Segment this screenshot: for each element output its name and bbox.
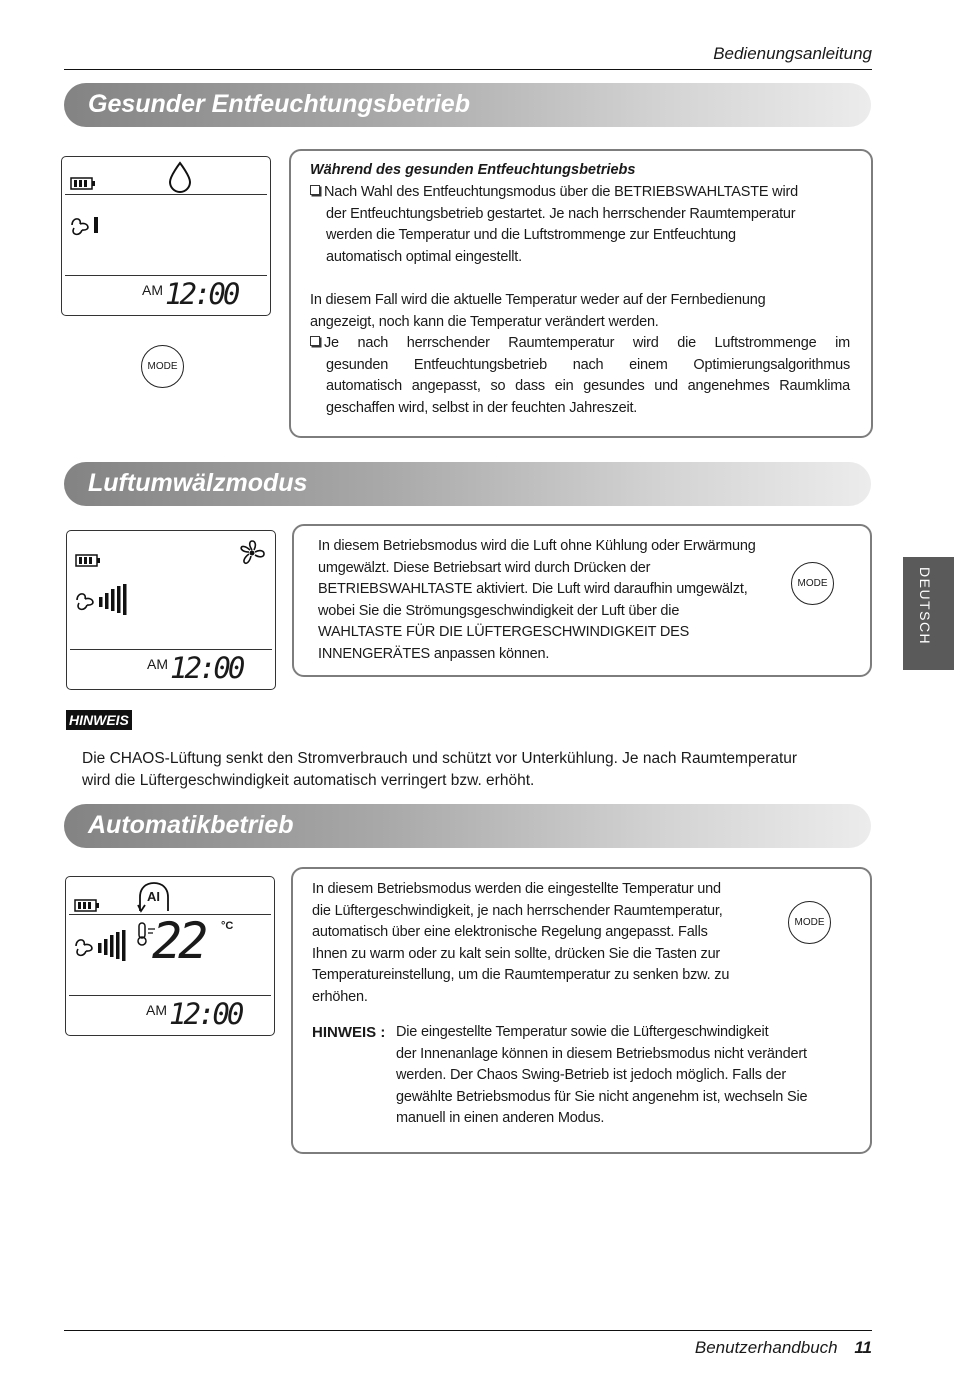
- text-line: automatisch angepasst, so dass ein gesundes und angenehmes Raumklima: [326, 378, 850, 395]
- am-label: AM: [147, 656, 168, 672]
- battery-icon: [75, 554, 101, 568]
- text-line: die Lüftergeschwindigkeit, je nach herrschender Raumtemperatur,: [312, 902, 723, 919]
- text-line: automatisch optimal eingestellt.: [326, 248, 522, 265]
- section-banner-circulation: [64, 462, 871, 506]
- checkbox-bullet-icon: [310, 185, 320, 195]
- text-line: wobei Sie die Strömungsgeschwindigkeit der Luft über die: [318, 602, 680, 619]
- clock-display: 12:00: [165, 277, 238, 311]
- temperature-display: 22: [152, 912, 205, 970]
- text-line: werden. Der Chaos Swing-Betrieb ist jedoch möglich. Falls der: [396, 1067, 786, 1084]
- text-line: wird die Lüftergeschwindigkeit automatisch verringert bzw. erhöht.: [82, 771, 535, 789]
- box-heading: Während des gesunden Entfeuchtungsbetriebs: [310, 162, 636, 178]
- mode-button[interactable]: MODE: [788, 901, 831, 944]
- bullet-2: [310, 333, 850, 419]
- text-line: Ihnen zu warm oder zu kalt sein sollte, drücken Sie die Tasten zur: [312, 945, 721, 962]
- text-line: automatisch über eine elektronische Regelung angepasst. Falls: [312, 924, 708, 941]
- lcd-divider: [65, 275, 267, 276]
- fan-mode-icon: [234, 536, 270, 570]
- am-label: AM: [146, 1002, 167, 1018]
- text-line: Nach Wahl des Entfeuchtungsmodus über die BETRIEBSWAHLTASTE wird: [324, 184, 798, 200]
- clock-display: 12:00: [170, 651, 243, 685]
- clock-display: 12:00: [169, 997, 242, 1031]
- text-line: Die eingestellte Temperatur sowie die Lüftergeschwindigkeit: [396, 1024, 769, 1040]
- hinweis-badge: HINWEIS: [66, 710, 132, 730]
- text-line: angezeigt, noch kann die Temperatur verändert werden.: [310, 313, 659, 330]
- page-number: 11: [854, 1338, 872, 1357]
- section-banner-auto: [64, 804, 871, 848]
- lcd-divider: [70, 649, 272, 650]
- text-line: Temperatureinstellung, um die Raumtemperatur zu senken bzw. zu: [312, 967, 730, 984]
- hinweis-label: HINWEIS :: [312, 1024, 386, 1041]
- mode-button[interactable]: MODE: [791, 562, 834, 605]
- lcd-divider: [69, 995, 271, 996]
- text-line: In diesem Fall wird die aktuelle Temperatur weder auf der Fernbedienung: [310, 292, 766, 308]
- footer: [0, 1338, 872, 1358]
- battery-icon: [74, 899, 100, 913]
- fan-speed-icon: [73, 583, 131, 617]
- fan-speed-icon: [68, 213, 102, 237]
- battery-icon: [70, 177, 96, 191]
- text-line: Die CHAOS-Lüftung senkt den Stromverbrauch und schützt vor Unterkühlung. Je nach Raumtemperatur: [82, 750, 798, 767]
- auto-text: [312, 879, 772, 1009]
- header-title: Bedienungsanleitung: [713, 44, 872, 63]
- hinweis-text: [396, 1022, 866, 1130]
- text-line: geschaffen wird, selbst in der feuchten Jahreszeit.: [326, 399, 638, 416]
- dehumid-info-box: [289, 149, 873, 438]
- bullet-1: [310, 182, 855, 268]
- auto-info-box: [291, 867, 872, 1154]
- mode-button[interactable]: MODE: [141, 345, 184, 388]
- temperature-unit: °C: [221, 920, 234, 932]
- text-line: der Innenanlage können in diesem Betriebsmodus nicht verändert: [396, 1045, 807, 1062]
- checkbox-bullet-icon: [310, 336, 320, 346]
- remote-display-auto: [65, 876, 275, 1036]
- header-rule: [64, 69, 872, 70]
- chaos-note: [82, 748, 882, 791]
- lcd-divider: [65, 194, 267, 195]
- text-line: gewählte Betriebsmodus für Sie nicht angenehm ist, wechseln Sie: [396, 1088, 808, 1105]
- remote-display-dehumid: [61, 156, 271, 316]
- language-tab: [903, 557, 954, 670]
- footer-title: Benutzerhandbuch: [694, 1338, 838, 1357]
- section-title: Automatikbetrieb: [88, 811, 294, 839]
- text-line: INNENGERÄTES anpassen können.: [318, 645, 550, 662]
- text-line: werden die Temperatur und die Luftstrommenge zur Entfeuchtung: [326, 227, 736, 244]
- text-line: umgewälzt. Diese Betriebsart wird durch Drücken der: [318, 559, 651, 576]
- section-title: Gesunder Entfeuchtungsbetrieb: [88, 90, 470, 118]
- info-paragraph: [310, 290, 855, 333]
- text-line: gesunden Entfeuchtungsbetrieb nach einem Optimierungsalgorithmus: [326, 356, 850, 373]
- text-line: Je nach herrschender Raumtemperatur wird die Luftstrommenge im: [324, 335, 850, 351]
- text-line: BETRIEBSWAHLTASTE aktiviert. Die Luft wird daraufhin umgewälzt,: [318, 581, 748, 598]
- text-line: manuell in einen anderen Modus.: [396, 1110, 605, 1127]
- am-label: AM: [142, 282, 163, 298]
- text-line: WAHLTASTE FÜR DIE LÜFTERGESCHWINDIGKEIT DES: [318, 624, 690, 641]
- text-line: erhöhen.: [312, 988, 368, 1005]
- text-line: In diesem Betriebsmodus werden die eingestellte Temperatur und: [312, 881, 721, 897]
- text-line: In diesem Betriebsmodus wird die Luft ohne Kühlung oder Erwärmung: [318, 538, 756, 554]
- circulation-info-box: [292, 524, 872, 677]
- circulation-text: [318, 536, 778, 666]
- fan-speed-icon: [72, 929, 130, 963]
- section-banner-dehumid: [64, 83, 871, 127]
- ai-label: AI: [147, 889, 160, 904]
- water-drop-icon: [167, 161, 193, 193]
- footer-rule: [64, 1330, 872, 1331]
- language-tab-label: DEUTSCH: [917, 567, 933, 646]
- section-title: Luftumwälzmodus: [88, 469, 308, 497]
- text-line: der Entfeuchtungsbetrieb gestartet. Je nach herrschender Raumtemperatur: [326, 205, 796, 222]
- remote-display-circulation: [66, 530, 276, 690]
